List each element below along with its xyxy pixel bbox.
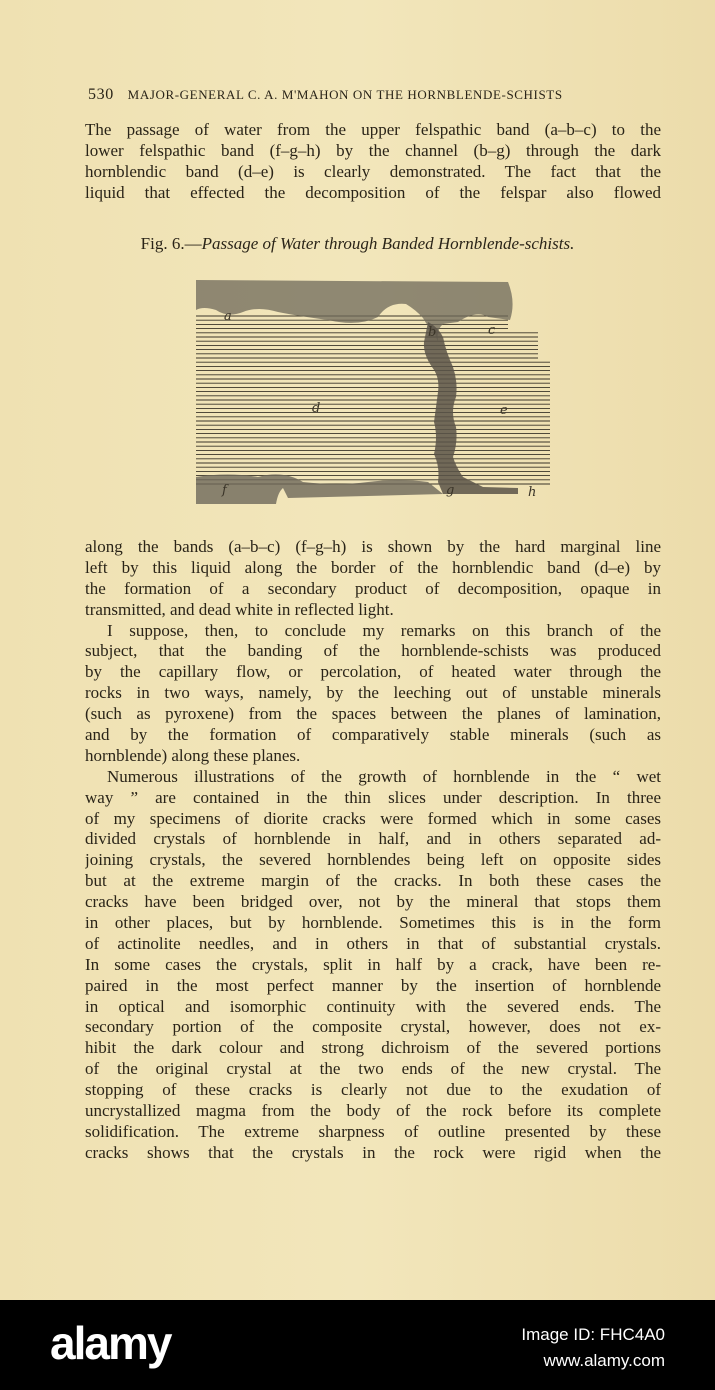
text-line: in other places, but by hornblende. Sometimes this is in the form <box>85 913 661 933</box>
image-id-block <box>521 1322 665 1374</box>
label-d: d <box>312 401 321 416</box>
text-line: the formation of a secondary product of decomposition, opaque in <box>85 578 661 598</box>
label-c: c <box>488 323 496 338</box>
lower-felspathic-band <box>196 474 443 504</box>
text-line: along the bands (a–b–c) (f–g–h) is shown by the hard marginal line <box>85 537 661 556</box>
running-title: MAJOR-GENERAL C. A. M'MAHON ON THE HORNBLENDE-SCHISTS <box>127 87 563 102</box>
figure-title: Passage of Water through Banded Hornblende-schists. <box>201 234 575 253</box>
text-line: way ” are contained in the thin slices under description. In three <box>85 787 661 807</box>
text-line: cracks have been bridged over, not by the mineral that stops them <box>85 892 661 912</box>
text-line: The passage of water from the upper felspathic band (a–b–c) to the <box>85 120 661 139</box>
label-e: e <box>500 403 508 418</box>
label-b: b <box>428 325 437 340</box>
text-line: solidification. The extreme sharpness of outline presented by these <box>85 1121 661 1141</box>
text-line: and by the formation of comparatively stable minerals (such as <box>85 725 661 745</box>
watermark-footer <box>0 1300 715 1390</box>
text-line: In some cases the crystals, split in half by a crack, have been re- <box>85 954 661 974</box>
text-line: I suppose, then, to conclude my remarks on this branch of the <box>107 620 661 640</box>
text-line: liquid that effected the decomposition of the felspar also flowed <box>85 182 661 202</box>
text-line: secondary portion of the composite crystal, however, does not ex- <box>85 1017 661 1037</box>
label-a: a <box>224 309 232 324</box>
text-line: subject, that the banding of the hornblende-schists was produced <box>85 641 661 661</box>
alamy-logo: alamy <box>50 1317 171 1369</box>
text-line: left by this liquid along the border of the hornblendic band (d–e) by <box>85 557 661 577</box>
text-line: transmitted, and dead white in reflected light. <box>85 599 394 619</box>
text-line: joining crystals, the severed hornblendes being left on opposite sides <box>85 850 661 870</box>
text-line: hibit the dark colour and strong dichroism of the severed portions <box>85 1038 661 1058</box>
figure-banded-schist <box>188 272 558 507</box>
text-line: divided crystals of hornblende in half, and in others separated ad- <box>85 829 661 849</box>
label-g: g <box>446 483 455 498</box>
text-line: rocks in two ways, namely, by the leeching out of unstable minerals <box>85 683 661 703</box>
text-line: uncrystallized magma from the body of the rock before its complete <box>85 1101 661 1121</box>
text-line: paired in the most perfect manner by the insertion of hornblende <box>85 975 661 995</box>
text-line: lower felspathic band (f–g–h) by the channel (b–g) through the dark <box>85 140 661 160</box>
text-line: hornblendic band (d–e) is clearly demonstrated. The fact that the <box>85 161 661 181</box>
text-line: in optical and isomorphic continuity with the severed ends. The <box>85 996 661 1016</box>
paragraph-bottom <box>85 537 661 1164</box>
running-header <box>88 86 668 104</box>
text-line: of the original crystal at the two ends of the new crystal. The <box>85 1059 661 1079</box>
paragraph-top <box>85 120 661 204</box>
text-line: stopping of these cracks is clearly not due to the exudation of <box>85 1080 661 1100</box>
text-line: (such as pyroxene) from the spaces between the planes of lamination, <box>85 704 661 724</box>
figure-number: Fig. 6.— <box>140 234 202 253</box>
text-line: Numerous illustrations of the growth of hornblende in the “ wet <box>107 766 661 786</box>
label-h: h <box>528 485 537 500</box>
figure-caption <box>0 234 715 254</box>
text-line: by the capillary flow, or percolation, of heated water through the <box>85 662 661 682</box>
text-line: of my specimens of diorite cracks were formed which in some cases <box>85 808 661 828</box>
text-line: hornblende) along these planes. <box>85 745 301 765</box>
text-line: of actinolite needles, and in others in that of substantial crystals. <box>85 933 661 953</box>
text-line: cracks shows that the crystals in the rock were rigid when the <box>85 1142 661 1162</box>
text-line: but at the extreme margin of the cracks. In both these cases the <box>85 871 661 891</box>
label-f: f <box>222 483 227 498</box>
page-number: 530 <box>88 86 114 103</box>
image-id: Image ID: FHC4A0 <box>521 1325 665 1344</box>
site-url: www.alamy.com <box>543 1351 665 1370</box>
